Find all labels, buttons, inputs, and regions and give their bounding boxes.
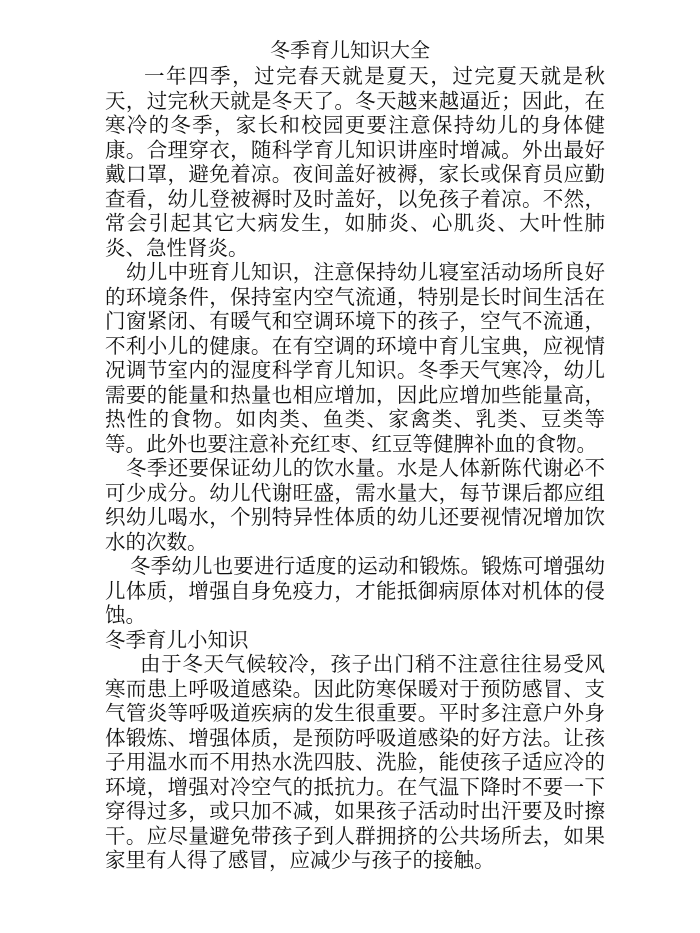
paragraph-water: 冬季还要保证幼儿的饮水量。水是人体新陈代谢必不可少成分。幼儿代谢旺盛，需水量大，每节课后都应组织幼儿喝水，个别特异性体质的幼儿还要视情况增加饮水的次数。: [105, 456, 605, 554]
page-title: 冬季育儿知识大全: [270, 38, 430, 62]
paragraph-exercise: 冬季幼儿也要进行适度的运动和锻炼。锻炼可增强幼儿体质，增强自身免疫力，才能抵御病原体对机体的侵蚀。: [105, 554, 605, 627]
paragraph-intro: 一年四季，过完春天就是夏天，过完夏天就是秋天，过完秋天就是冬天了。冬天越来越逼近；因此，在寒冷的冬季，家长和校园更要注意保持幼儿的身体健康。合理穿衣，随科学育儿知识讲座时增减。外出最好戴口罩，避免着凉。夜间盖好被褥，家长或保育员应勤查看，幼儿登被褥时及时盖好，以免孩子着凉。不然，常会引起其它大病发生，如肺炎、心肌炎、大叶性肺炎、急性肾炎。: [105, 64, 605, 260]
paragraph-tips: 由于冬天气候较冷，孩子出门稍不注意往往易受风寒而患上呼吸道感染。因此防寒保暖对于预防感冒、支气管炎等呼吸道疾病的发生很重要。平时多注意户外身体锻炼、增强体质，是预防呼吸道感染的好方法。让孩子用温水而不用热水洗四肢、洗脸，能使孩子适应冷的环境，增强对冷空气的抵抗力。在气温下降时不要一下穿得过多，或只加不减，如果孩子活动时出汗要及时擦干。应尽量避免带孩子到人群拥挤的公共场所去，如果家里有人得了感冒，应减少与孩子的接触。: [105, 652, 605, 872]
paragraph-environment: 幼儿中班育儿知识，注意保持幼儿寝室活动场所良好的环境条件，保持室内空气流通，特别是长时间生活在门窗紧闭、有暖气和空调环境下的孩子，空气不流通，不利小儿的健康。在有空调的环境中育儿宝典，应视情况调节室内的湿度科学育儿知识。冬季天气寒冷，幼儿需要的能量和热量也相应增加，因此应增加些能量高，热性的食物。如肉类、鱼类、家禽类、乳类、豆类等等。此外也要注意补充红枣、红豆等健脾补血的食物。: [105, 260, 605, 456]
article-body: [105, 64, 605, 873]
section-heading: 冬季育儿小知识: [105, 627, 249, 652]
